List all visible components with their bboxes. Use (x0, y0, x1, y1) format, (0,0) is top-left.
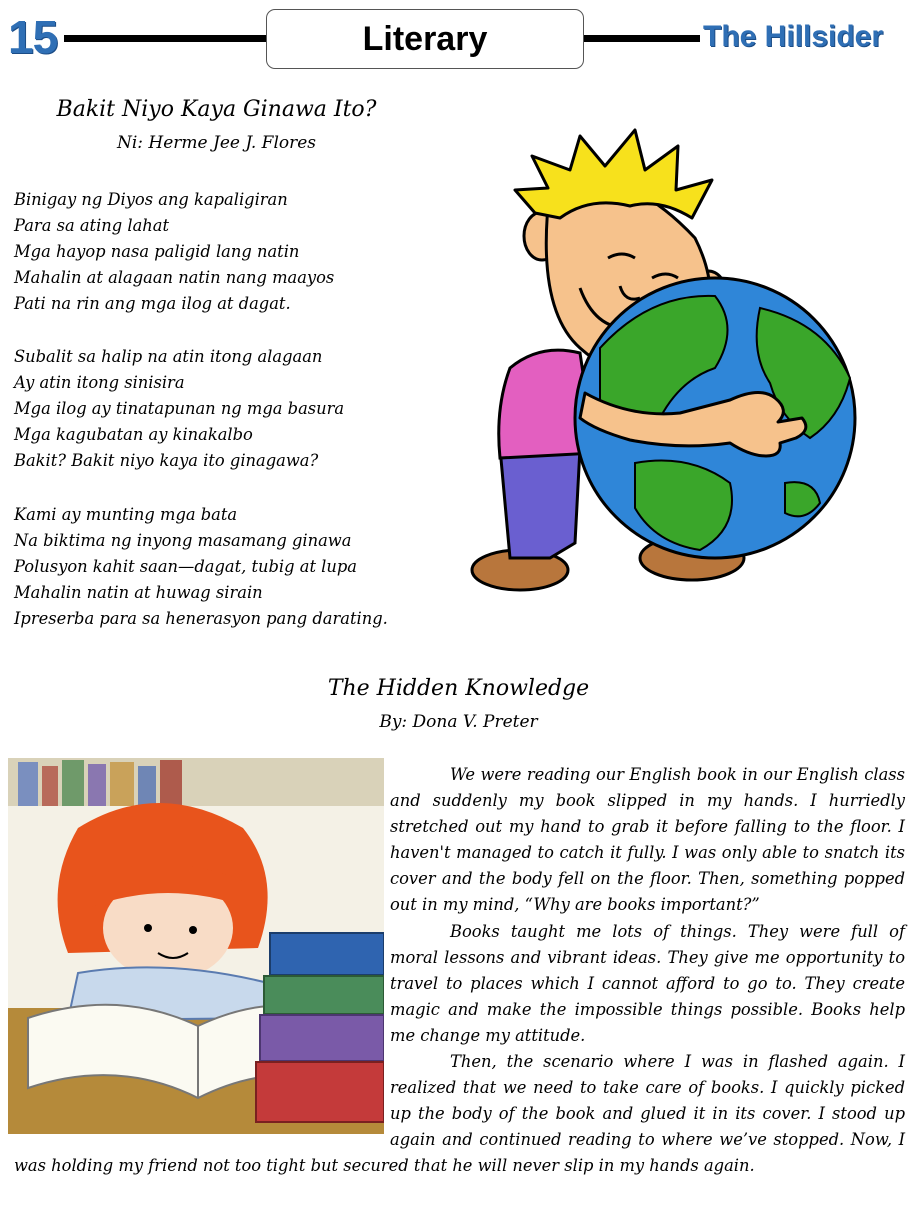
poem-stanza (14, 187, 454, 317)
poem-line: Bakit? Bakit niyo kaya ito ginagawa? (14, 451, 319, 470)
story-paragraph: Books taught me lots of things. They were full of moral lessons and vibrant ideas. They give me opportunity to travel to places which I cannot afford to go to. They create magic and make the impossible things possible. Books help me change my attitude. (390, 921, 905, 1045)
section-title-box (266, 9, 584, 69)
poem-line: Ipreserba para sa henerasyon pang darating. (14, 609, 388, 628)
poem-line: Kami ay munting mga bata (14, 505, 238, 524)
poem-line: Ay atin itong sinisira (14, 373, 185, 392)
publication-name: The Hillsider (703, 20, 884, 53)
header-rule-left (64, 35, 270, 42)
poem-line: Binigay ng Diyos ang kapaligiran (14, 190, 288, 209)
poem-line: Mahalin natin at huwag sirain (14, 583, 263, 602)
story-paragraph: Then, the scenario where I was in flashed again. I realized that we need to take care of books. I quickly picked up the body of the book and glued it in its cover. I stood up again and continued reading to where we’ve stopped. Now, I was holding my friend not too tight but secured that he will never slip in my hands again. (14, 1052, 905, 1176)
poem-line: Pati na rin ang mga ilog at dagat. (14, 294, 291, 313)
poem-title: Bakit Niyo Kaya Ginawa Ito? (56, 97, 377, 122)
illustration-spacer (14, 762, 390, 1130)
poem-line: Para sa ating lahat (14, 216, 170, 235)
poem-line: Mahalin at alagaan natin nang maayos (14, 268, 335, 287)
poem-line: Mga kagubatan ay kinakalbo (14, 425, 253, 444)
poem-author: Ni: Herme Jee J. Flores (116, 133, 317, 153)
story-author: By: Dona V. Preter (379, 712, 538, 732)
poem-stanza (14, 502, 454, 632)
poem-line: Subalit sa halip na atin itong alagaan (14, 347, 323, 366)
poem-stanza (14, 344, 454, 474)
header-rule-right (584, 35, 700, 42)
poem-line: Polusyon kahit saan—dagat, tubig at lupa (14, 557, 357, 576)
page-number: 15 (8, 11, 58, 63)
story-paragraph: We were reading our English book in our English class and suddenly my book slipped in my hands. I hurriedly stretched out my hand to grab it before falling to the floor. I haven't managed to catch it fully. I was only able to snatch its cover and the body fell on the floor. Then, something popped out in my mind, “Why are books important?” (390, 765, 905, 915)
story-body (14, 762, 905, 1180)
poem-line: Mga hayop nasa paligid lang natin (14, 242, 300, 261)
boy-hugging-globe-illustration (430, 118, 890, 618)
section-title: Literary (362, 19, 488, 58)
story-title: The Hidden Knowledge (327, 676, 590, 701)
poem-line: Na biktima ng inyong masamang ginawa (14, 531, 352, 550)
poem-line: Mga ilog ay tinatapunan ng mga basura (14, 399, 345, 418)
